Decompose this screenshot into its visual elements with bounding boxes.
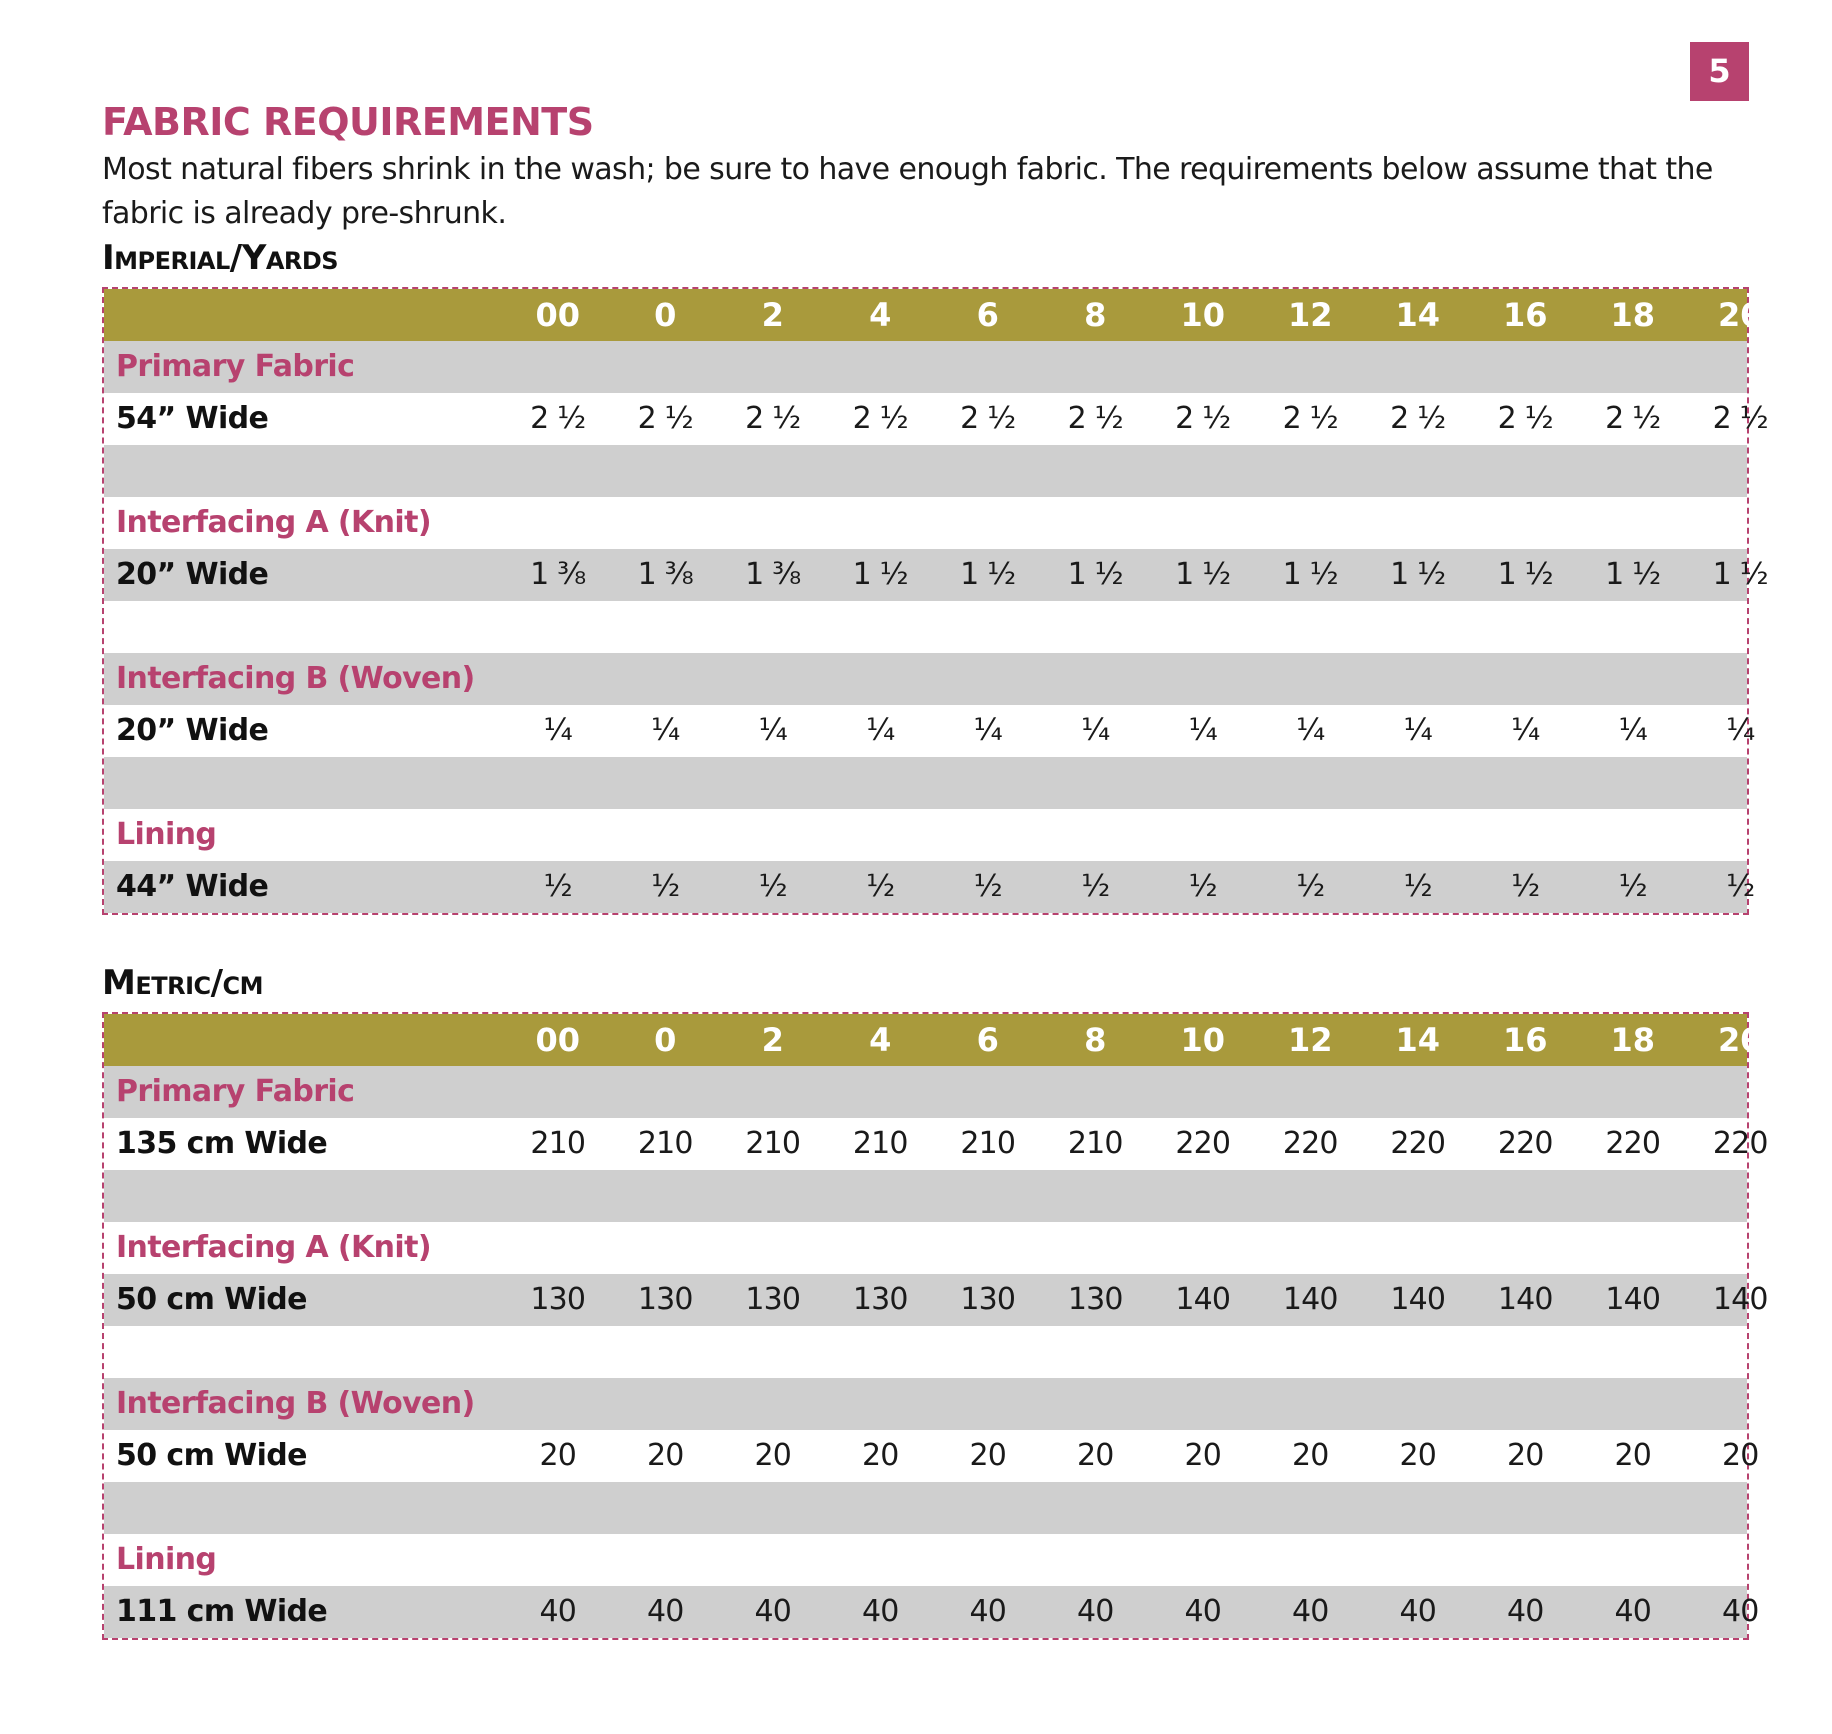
requirement-cell: ¼ [1296, 713, 1325, 748]
requirement-cell: 140 [1497, 1282, 1553, 1317]
size-header-0: 0 [654, 1021, 677, 1059]
requirement-cell: ¼ [866, 713, 895, 748]
requirement-cell: 40 [1506, 1594, 1544, 1629]
requirement-cell: 130 [960, 1282, 1016, 1317]
requirement-cell: 140 [1712, 1282, 1768, 1317]
requirement-cell: 210 [530, 1126, 586, 1161]
size-header-16: 16 [1502, 296, 1548, 334]
size-header-6: 6 [976, 1021, 999, 1059]
requirement-cell: 130 [637, 1282, 693, 1317]
size-header-2: 2 [761, 296, 784, 334]
fabric-width-label: 20” Wide [116, 713, 269, 748]
requirement-cell: 1 ½ [1390, 557, 1446, 592]
requirement-cell: 210 [960, 1126, 1016, 1161]
requirement-cells [504, 1274, 1768, 1326]
spacer-row [104, 757, 1747, 809]
size-header-4: 4 [869, 1021, 892, 1059]
requirement-cells [504, 1430, 1759, 1482]
requirement-cell: 220 [1605, 1126, 1661, 1161]
requirement-cell: 2 ½ [1175, 401, 1231, 436]
category-row [104, 1378, 1747, 1430]
size-header-14: 14 [1395, 1021, 1441, 1059]
requirement-cells [504, 393, 1768, 445]
size-header-row [104, 289, 1763, 341]
requirement-cell: ¼ [973, 713, 1002, 748]
requirement-row [104, 549, 1768, 601]
requirement-cell: 130 [530, 1282, 586, 1317]
fabric-width-label: 135 cm Wide [116, 1126, 328, 1161]
requirement-cell: ¼ [543, 713, 572, 748]
requirement-cell: 40 [754, 1594, 792, 1629]
requirement-row [104, 1274, 1768, 1326]
size-header-cells [504, 289, 1763, 341]
size-header-20: 20 [1717, 296, 1763, 334]
requirement-cell: 20 [539, 1438, 577, 1473]
requirement-cell: 220 [1390, 1126, 1446, 1161]
size-header-cells [504, 1014, 1763, 1066]
requirement-cell: 2 ½ [1282, 401, 1338, 436]
size-header-12: 12 [1287, 296, 1333, 334]
requirement-cell: 40 [1184, 1594, 1222, 1629]
requirement-cell: 140 [1175, 1282, 1231, 1317]
size-header-8: 8 [1084, 1021, 1107, 1059]
requirement-cell: 2 ½ [745, 401, 801, 436]
requirement-cell: 20 [646, 1438, 684, 1473]
requirement-cell: ½ [1188, 869, 1217, 904]
requirement-cell: 220 [1175, 1126, 1231, 1161]
size-header-16: 16 [1502, 1021, 1548, 1059]
requirement-cell: ¼ [1081, 713, 1110, 748]
requirement-cell: ½ [973, 869, 1002, 904]
requirement-cell: 2 ½ [1067, 401, 1123, 436]
intro-paragraph: Most natural fibers shrink in the wash; be sure to have enough fabric. The requirements below assume that the fabric is already pre-shrunk. [102, 152, 1713, 231]
requirement-cell: 2 ½ [1605, 401, 1661, 436]
fabric-category-label: Lining [116, 1542, 217, 1577]
size-header-row [104, 1014, 1763, 1066]
requirement-cell: 210 [852, 1126, 908, 1161]
size-header-20: 20 [1717, 1021, 1763, 1059]
requirement-cell: 20 [1506, 1438, 1544, 1473]
requirement-row [104, 1586, 1759, 1638]
size-header-14: 14 [1395, 296, 1441, 334]
spacer-row [104, 445, 1747, 497]
requirement-cell: 1 ⅜ [637, 557, 693, 592]
imperial-section-heading: Imperial/Yards [102, 238, 339, 278]
requirement-cell: 40 [861, 1594, 899, 1629]
requirement-cell: 1 ½ [1605, 557, 1661, 592]
requirement-cell: ¼ [1511, 713, 1540, 748]
requirement-cell: 130 [852, 1282, 908, 1317]
requirement-cell: 40 [1721, 1594, 1759, 1629]
requirement-cell: 1 ½ [1712, 557, 1768, 592]
requirement-cell: 2 ½ [1712, 401, 1768, 436]
requirement-cell: 40 [1399, 1594, 1437, 1629]
requirement-cell: ½ [1618, 869, 1647, 904]
page-title: FABRIC REQUIREMENTS [102, 100, 594, 144]
requirement-cell: 130 [1067, 1282, 1123, 1317]
category-row [104, 1222, 1747, 1274]
requirement-cell: 40 [1614, 1594, 1652, 1629]
page-number-badge: 5 [1690, 42, 1749, 101]
requirement-row [104, 1430, 1759, 1482]
size-header-12: 12 [1287, 1021, 1333, 1059]
fabric-category-label: Interfacing A (Knit) [116, 505, 431, 540]
size-header-10: 10 [1180, 1021, 1226, 1059]
requirement-cell: 2 ½ [637, 401, 693, 436]
category-row [104, 1066, 1747, 1118]
requirement-cell: 40 [969, 1594, 1007, 1629]
requirement-cell: 140 [1282, 1282, 1338, 1317]
requirement-cell: 130 [745, 1282, 801, 1317]
requirement-cell: ¼ [1188, 713, 1217, 748]
requirement-cell: 140 [1390, 1282, 1446, 1317]
requirement-cell: ½ [758, 869, 787, 904]
requirement-cell: ¼ [1618, 713, 1647, 748]
size-header-10: 10 [1180, 296, 1226, 334]
spacer-row [104, 1326, 1747, 1378]
requirement-cell: 2 ½ [530, 401, 586, 436]
category-row [104, 653, 1747, 705]
requirement-cell: 1 ½ [1497, 557, 1553, 592]
imperial-requirements-table [102, 287, 1768, 915]
requirement-row [104, 1118, 1768, 1170]
requirement-row [104, 393, 1768, 445]
requirement-cell: 20 [1721, 1438, 1759, 1473]
requirement-cell: 20 [1184, 1438, 1222, 1473]
fabric-width-label: 54” Wide [116, 401, 269, 436]
requirement-cell: 20 [1076, 1438, 1114, 1473]
requirement-row [104, 705, 1755, 757]
requirement-cells [504, 1586, 1759, 1638]
requirement-cell: 40 [646, 1594, 684, 1629]
requirement-cell: 2 ½ [852, 401, 908, 436]
requirement-cell: ½ [1081, 869, 1110, 904]
size-header-0: 0 [654, 296, 677, 334]
requirement-cell: ¼ [1403, 713, 1432, 748]
requirement-cell: 20 [1291, 1438, 1329, 1473]
spacer-row [104, 1170, 1747, 1222]
requirement-cell: 2 ½ [960, 401, 1016, 436]
fabric-category-label: Primary Fabric [116, 1074, 355, 1109]
requirement-cell: 1 ⅜ [530, 557, 586, 592]
requirement-cell: 220 [1282, 1126, 1338, 1161]
spacer-row [104, 601, 1747, 653]
requirement-cell: ½ [1403, 869, 1432, 904]
spacer-row [104, 1482, 1747, 1534]
size-header-6: 6 [976, 296, 999, 334]
size-header-2: 2 [761, 1021, 784, 1059]
requirement-cell: 1 ½ [852, 557, 908, 592]
requirement-cell: 20 [861, 1438, 899, 1473]
requirement-cell: 1 ½ [1067, 557, 1123, 592]
category-row [104, 1534, 1747, 1586]
size-header-00: 00 [535, 1021, 581, 1059]
requirement-cell: ½ [1296, 869, 1325, 904]
fabric-width-label: 50 cm Wide [116, 1282, 307, 1317]
requirement-cell: 1 ½ [1282, 557, 1338, 592]
requirement-cell: 40 [1076, 1594, 1114, 1629]
requirement-cell: 1 ⅜ [745, 557, 801, 592]
requirement-cell: 1 ½ [960, 557, 1016, 592]
requirement-cell: ½ [1511, 869, 1540, 904]
requirement-cell: ¼ [651, 713, 680, 748]
metric-section-heading: Metric/cm [102, 963, 264, 1003]
requirement-cell: ½ [543, 869, 572, 904]
fabric-category-label: Primary Fabric [116, 349, 355, 384]
requirement-cells [504, 549, 1768, 601]
size-header-8: 8 [1084, 296, 1107, 334]
size-header-4: 4 [869, 296, 892, 334]
size-header-00: 00 [535, 296, 581, 334]
fabric-category-label: Interfacing B (Woven) [116, 661, 475, 696]
requirement-cell: ½ [651, 869, 680, 904]
requirement-cell: 40 [1291, 1594, 1329, 1629]
requirement-cell: ¼ [1726, 713, 1755, 748]
requirement-cell: 220 [1712, 1126, 1768, 1161]
requirement-cell: 140 [1605, 1282, 1661, 1317]
requirement-cell: 210 [745, 1126, 801, 1161]
fabric-width-label: 50 cm Wide [116, 1438, 307, 1473]
requirement-cell: 20 [1399, 1438, 1437, 1473]
category-row [104, 809, 1747, 861]
requirement-cell: 20 [754, 1438, 792, 1473]
fabric-width-label: 20” Wide [116, 557, 269, 592]
requirement-cell: 1 ½ [1175, 557, 1231, 592]
size-header-18: 18 [1610, 1021, 1656, 1059]
requirement-cell: 220 [1497, 1126, 1553, 1161]
fabric-width-label: 111 cm Wide [116, 1594, 328, 1629]
fabric-category-label: Interfacing A (Knit) [116, 1230, 431, 1265]
requirement-cell: ½ [1726, 869, 1755, 904]
requirement-cell: 2 ½ [1497, 401, 1553, 436]
requirement-cell: ¼ [758, 713, 787, 748]
requirement-cell: 210 [1067, 1126, 1123, 1161]
requirement-cells [504, 1118, 1768, 1170]
category-row [104, 497, 1747, 549]
requirement-cell: 2 ½ [1390, 401, 1446, 436]
requirement-cells [504, 861, 1755, 913]
requirement-row [104, 861, 1755, 913]
fabric-width-label: 44” Wide [116, 869, 269, 904]
size-header-18: 18 [1610, 296, 1656, 334]
fabric-category-label: Interfacing B (Woven) [116, 1386, 475, 1421]
metric-requirements-table [102, 1012, 1768, 1640]
requirement-cells [504, 705, 1755, 757]
category-row [104, 341, 1747, 393]
requirement-cell: 210 [637, 1126, 693, 1161]
requirement-cell: 20 [969, 1438, 1007, 1473]
requirement-cell: 20 [1614, 1438, 1652, 1473]
requirement-cell: 40 [539, 1594, 577, 1629]
fabric-category-label: Lining [116, 817, 217, 852]
requirement-cell: ½ [866, 869, 895, 904]
